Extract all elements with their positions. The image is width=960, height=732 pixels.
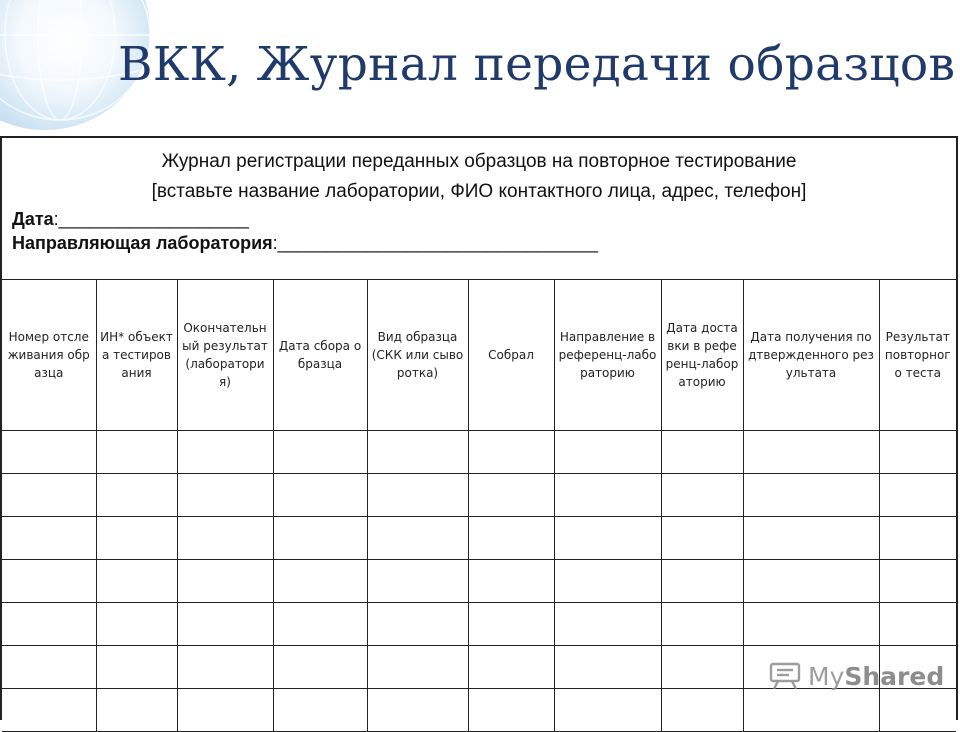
referring-lab-label: Направляющая лаборатория — [12, 233, 273, 253]
watermark-part-1: My — [808, 661, 845, 691]
date-label: Дата — [12, 209, 54, 229]
table-cell[interactable] — [96, 431, 177, 474]
table-cell[interactable] — [367, 517, 468, 560]
form-subheading: [вставьте название лаборатории, ФИО контактного лица, адрес, телефон] — [151, 181, 807, 202]
col-facility-id: ИН* объекта тестирования — [96, 280, 177, 431]
col-collected-by: Собрал — [468, 280, 554, 431]
table-cell[interactable] — [879, 517, 956, 560]
table-cell[interactable] — [468, 560, 554, 603]
table-cell[interactable] — [273, 560, 367, 603]
watermark-part-2: Shared — [844, 661, 945, 691]
table-cell[interactable] — [2, 689, 96, 732]
table-cell[interactable] — [273, 517, 367, 560]
table-cell[interactable] — [554, 474, 661, 517]
table-cell[interactable] — [468, 517, 554, 560]
table-cell[interactable] — [273, 603, 367, 646]
table-cell[interactable] — [2, 603, 96, 646]
referring-lab-field — [2, 231, 956, 255]
watermark-logo — [768, 656, 944, 696]
log-form — [0, 136, 958, 720]
slide-title: ВКК, Журнал передачи образцов — [118, 37, 956, 92]
table-row — [2, 603, 956, 646]
table-cell[interactable] — [661, 431, 743, 474]
table-cell[interactable] — [273, 474, 367, 517]
table-cell[interactable] — [554, 560, 661, 603]
table-cell[interactable] — [743, 517, 879, 560]
table-cell[interactable] — [661, 646, 743, 689]
form-heading: Журнал регистрации переданных образцов на повторное тестирование — [161, 151, 797, 172]
col-sample-type: Вид образца (СКК или сыворотка) — [367, 280, 468, 431]
table-cell[interactable] — [367, 431, 468, 474]
col-retest-result: Результат повторного теста — [879, 280, 956, 431]
table-cell[interactable] — [367, 689, 468, 732]
table-cell[interactable] — [177, 474, 273, 517]
table-cell[interactable] — [177, 517, 273, 560]
table-cell[interactable] — [743, 474, 879, 517]
date-field — [2, 207, 956, 231]
form-header — [2, 138, 956, 280]
table-cell[interactable] — [273, 431, 367, 474]
table-cell[interactable] — [177, 560, 273, 603]
col-confirmed-date: Дата получения подтвержденного результата — [743, 280, 879, 431]
table-cell[interactable] — [743, 431, 879, 474]
table-cell[interactable] — [177, 689, 273, 732]
table-cell[interactable] — [554, 646, 661, 689]
table-cell[interactable] — [2, 517, 96, 560]
table-row — [2, 431, 956, 474]
watermark-text — [808, 662, 944, 691]
table-cell[interactable] — [96, 603, 177, 646]
table-cell[interactable] — [879, 560, 956, 603]
presentation-board-icon — [768, 661, 802, 691]
table-cell[interactable] — [468, 474, 554, 517]
table-cell[interactable] — [96, 517, 177, 560]
date-blank: :___________________ — [53, 209, 249, 229]
table-cell[interactable] — [177, 431, 273, 474]
table-header-row — [2, 280, 956, 431]
col-delivery-date: Дата доставки в референц-лабораторию — [661, 280, 743, 431]
referring-lab-blank: :________________________________ — [272, 233, 599, 253]
table-cell[interactable] — [96, 689, 177, 732]
table-cell[interactable] — [554, 689, 661, 732]
table-cell[interactable] — [743, 603, 879, 646]
table-cell[interactable] — [468, 689, 554, 732]
table-row — [2, 560, 956, 603]
table-cell[interactable] — [879, 474, 956, 517]
table-cell[interactable] — [661, 474, 743, 517]
table-cell[interactable] — [2, 560, 96, 603]
table-cell[interactable] — [661, 517, 743, 560]
table-cell[interactable] — [367, 560, 468, 603]
table-cell[interactable] — [879, 431, 956, 474]
table-cell[interactable] — [96, 646, 177, 689]
table-cell[interactable] — [2, 474, 96, 517]
col-collection-date: Дата сбора образца — [273, 280, 367, 431]
col-final-result: Окончательный результат (лаборатория) — [177, 280, 273, 431]
table-cell[interactable] — [661, 689, 743, 732]
table-cell[interactable] — [743, 560, 879, 603]
table-cell[interactable] — [468, 603, 554, 646]
table-cell[interactable] — [273, 689, 367, 732]
table-cell[interactable] — [177, 646, 273, 689]
table-cell[interactable] — [554, 517, 661, 560]
table-cell[interactable] — [96, 474, 177, 517]
table-cell[interactable] — [367, 603, 468, 646]
table-cell[interactable] — [177, 603, 273, 646]
table-cell[interactable] — [879, 603, 956, 646]
table-cell[interactable] — [2, 431, 96, 474]
table-cell[interactable] — [468, 646, 554, 689]
table-cell[interactable] — [554, 603, 661, 646]
table-cell[interactable] — [273, 646, 367, 689]
table-row — [2, 517, 956, 560]
table-cell[interactable] — [661, 560, 743, 603]
table-cell[interactable] — [2, 646, 96, 689]
table-cell[interactable] — [661, 603, 743, 646]
table-cell[interactable] — [367, 646, 468, 689]
table-cell[interactable] — [554, 431, 661, 474]
table-cell[interactable] — [468, 431, 554, 474]
table-cell[interactable] — [96, 560, 177, 603]
table-cell[interactable] — [367, 474, 468, 517]
col-tracking-number: Номер отслеживания образца — [2, 280, 96, 431]
col-referral: Направление в референц-лабораторию — [554, 280, 661, 431]
table-row — [2, 474, 956, 517]
